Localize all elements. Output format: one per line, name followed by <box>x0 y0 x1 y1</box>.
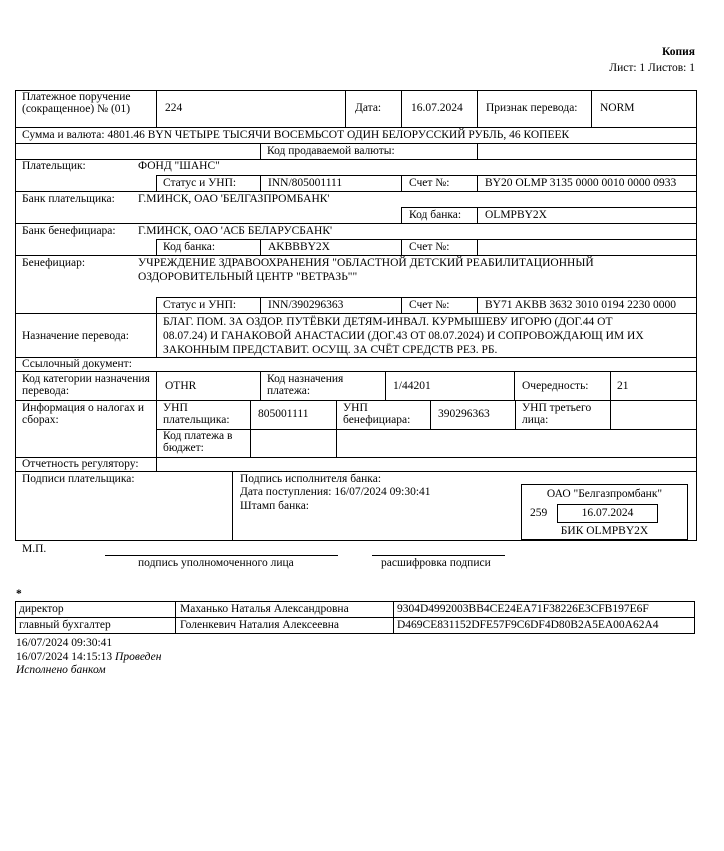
purpose-line3: ЗАКОННЫМ ПРЕДСТАВИТ. ОСУЩ. ЗА СЧЁТ СРЕДСТВ РЕЗ. РБ. <box>163 344 498 356</box>
payer-bank-name: Г.МИНСК, ОАО 'БЕЛГАЗПРОМБАНК' <box>138 193 330 205</box>
bank-executor-label: Подпись исполнителя банка: <box>240 473 382 485</box>
signer-name: Маханько Наталья Александровна <box>180 603 349 615</box>
status-line <box>16 651 161 664</box>
purpose-code: 1/44201 <box>393 380 431 392</box>
status-executed: Исполнено банком <box>16 664 106 676</box>
sold-currency-label: Код продаваемой валюты: <box>267 145 395 157</box>
transfer-sign-label: Признак перевода: <box>486 102 578 114</box>
reference-doc-label: Ссылочный документ: <box>22 358 132 370</box>
unp-payer-value: 805001111 <box>258 408 309 420</box>
order-number: 224 <box>165 102 183 114</box>
order-title: Платежное поручение (сокращенное) № (01) <box>22 91 131 115</box>
payer-bank-label: Банк плательщика: <box>22 193 115 205</box>
date-label: Дата: <box>355 102 382 114</box>
category-label: Код категории назначения перевода: <box>22 373 150 397</box>
transfer-sign: NORM <box>600 102 635 114</box>
signer-hash: D469CE831152DFE57F9C6DF4D80B2A5EA00A62A4 <box>397 619 659 631</box>
payer-account-label: Счет №: <box>409 177 450 189</box>
signature-line <box>105 555 338 556</box>
stamp-bik: БИК OLMPBY2X <box>560 525 649 537</box>
stamp-number: 259 <box>530 507 548 519</box>
copy-label: Копия <box>662 46 695 58</box>
unp-beneficiary-value: 390296363 <box>438 408 490 420</box>
taxes-label: Информация о налогах и сборах: <box>22 402 145 426</box>
signer-name: Голенкевич Наталия Алексеевна <box>180 619 340 631</box>
beneficiary-account: BY71 AKBB 3632 3010 0194 2230 0000 <box>485 299 677 311</box>
purpose-line1: БЛАГ. ПОМ. ЗА ОЗДОР. ПУТЁВКИ ДЕТЯМ-ИНВАЛ. КУРМЫШЕВУ ИГОРЮ (ДОГ.44 ОТ <box>163 316 613 328</box>
payer-unp: INN/805001111 <box>268 177 343 189</box>
signer-role: директор <box>19 603 64 615</box>
beneficiary-name-line1: УЧРЕЖДЕНИЕ ЗДРАВООХРАНЕНИЯ "ОБЛАСТНОЙ ДЕТСКИЙ РЕАБИЛИТАЦИОННЫЙ <box>138 257 594 269</box>
purpose-label: Назначение перевода: <box>22 330 129 342</box>
payer-signatures-label: Подписи плательщика: <box>22 473 135 485</box>
payer-name: ФОНД "ШАНС" <box>138 160 220 172</box>
status-state: Проведен <box>115 651 162 663</box>
beneficiary-account-label: Счет №: <box>409 299 450 311</box>
category-value: OTHR <box>165 380 197 392</box>
amount-line: Сумма и валюта: 4801.46 BYN ЧЕТЫРЕ ТЫСЯЧИ ВОСЕМЬСОТ ОДИН БЕЛОРУССКИЙ РУБЛЬ, 46 КОПЕЕК <box>22 129 570 141</box>
beneficiary-status-label: Статус и УНП: <box>163 299 237 311</box>
decode-line <box>372 555 505 556</box>
payer-account: BY20 OLMP 3135 0000 0010 0000 0933 <box>485 177 677 189</box>
priority-label: Очередность: <box>522 380 589 392</box>
beneficiary-bank-code: AKBBBY2X <box>268 241 330 253</box>
bank-stamp-label: Штамп банка: <box>240 500 309 512</box>
priority-value: 21 <box>617 380 629 392</box>
signature-caption: подпись уполномоченного лица <box>138 557 294 569</box>
asterisk-mark: * <box>16 588 22 600</box>
payer-bank-code-label: Код банка: <box>409 209 462 221</box>
decode-caption: расшифровка подписи <box>381 557 491 569</box>
sheet-counter: Лист: 1 Листов: 1 <box>609 62 695 74</box>
unp-third-party-label: УНП третьего лица: <box>522 402 592 426</box>
beneficiary-label: Бенефициар: <box>22 257 86 269</box>
beneficiary-bank-code-label: Код банка: <box>163 241 216 253</box>
beneficiary-bank-account-label: Счет №: <box>409 241 450 253</box>
bank-stamp <box>521 484 688 540</box>
purpose-line2: 08.07.24) И ГАНАКОВОЙ АНАСТАСИИ (ДОГ.43 ОТ 08.07.2024) И СОПРОВОЖДАЮЩ ИМ ИХ <box>163 330 644 342</box>
beneficiary-bank-name: Г.МИНСК, ОАО 'АСБ БЕЛАРУСБАНК' <box>138 225 333 237</box>
mp-label: М.П. <box>22 543 47 555</box>
payer-bank-code: OLMPBY2X <box>485 209 547 221</box>
beneficiary-name-line2: ОЗДОРОВИТЕЛЬНЫЙ ЦЕНТР "ВЕТРАЗЬ"" <box>138 271 358 283</box>
received-date: Дата поступления: 16/07/2024 09:30:41 <box>240 486 431 498</box>
beneficiary-bank-label: Банк бенефициара: <box>22 225 116 237</box>
stamp-date: 16.07.2024 <box>557 504 658 523</box>
signer-hash: 9304D4992003BB4CE24EA71F38226E3CFB197E6F <box>397 603 649 615</box>
beneficiary-unp: INN/390296363 <box>268 299 344 311</box>
regulator-label: Отчетность регулятору: <box>22 458 139 470</box>
budget-code-label: Код платежа в бюджет: <box>163 430 233 454</box>
unp-payer-label: УНП плательщика: <box>163 402 230 426</box>
order-date: 16.07.2024 <box>411 102 463 114</box>
status-time-processed: 16/07/2024 14:15:13 <box>16 651 113 663</box>
payer-status-label: Статус и УНП: <box>163 177 237 189</box>
payer-label: Плательщик: <box>22 160 86 172</box>
signer-role: главный бухгалтер <box>19 619 111 631</box>
purpose-code-label: Код назначения платежа: <box>267 373 344 397</box>
unp-beneficiary-label: УНП бенефициара: <box>343 402 411 426</box>
stamp-bank-name: ОАО "Белгазпромбанк" <box>546 488 663 500</box>
status-time-received: 16/07/2024 09:30:41 <box>16 637 113 649</box>
